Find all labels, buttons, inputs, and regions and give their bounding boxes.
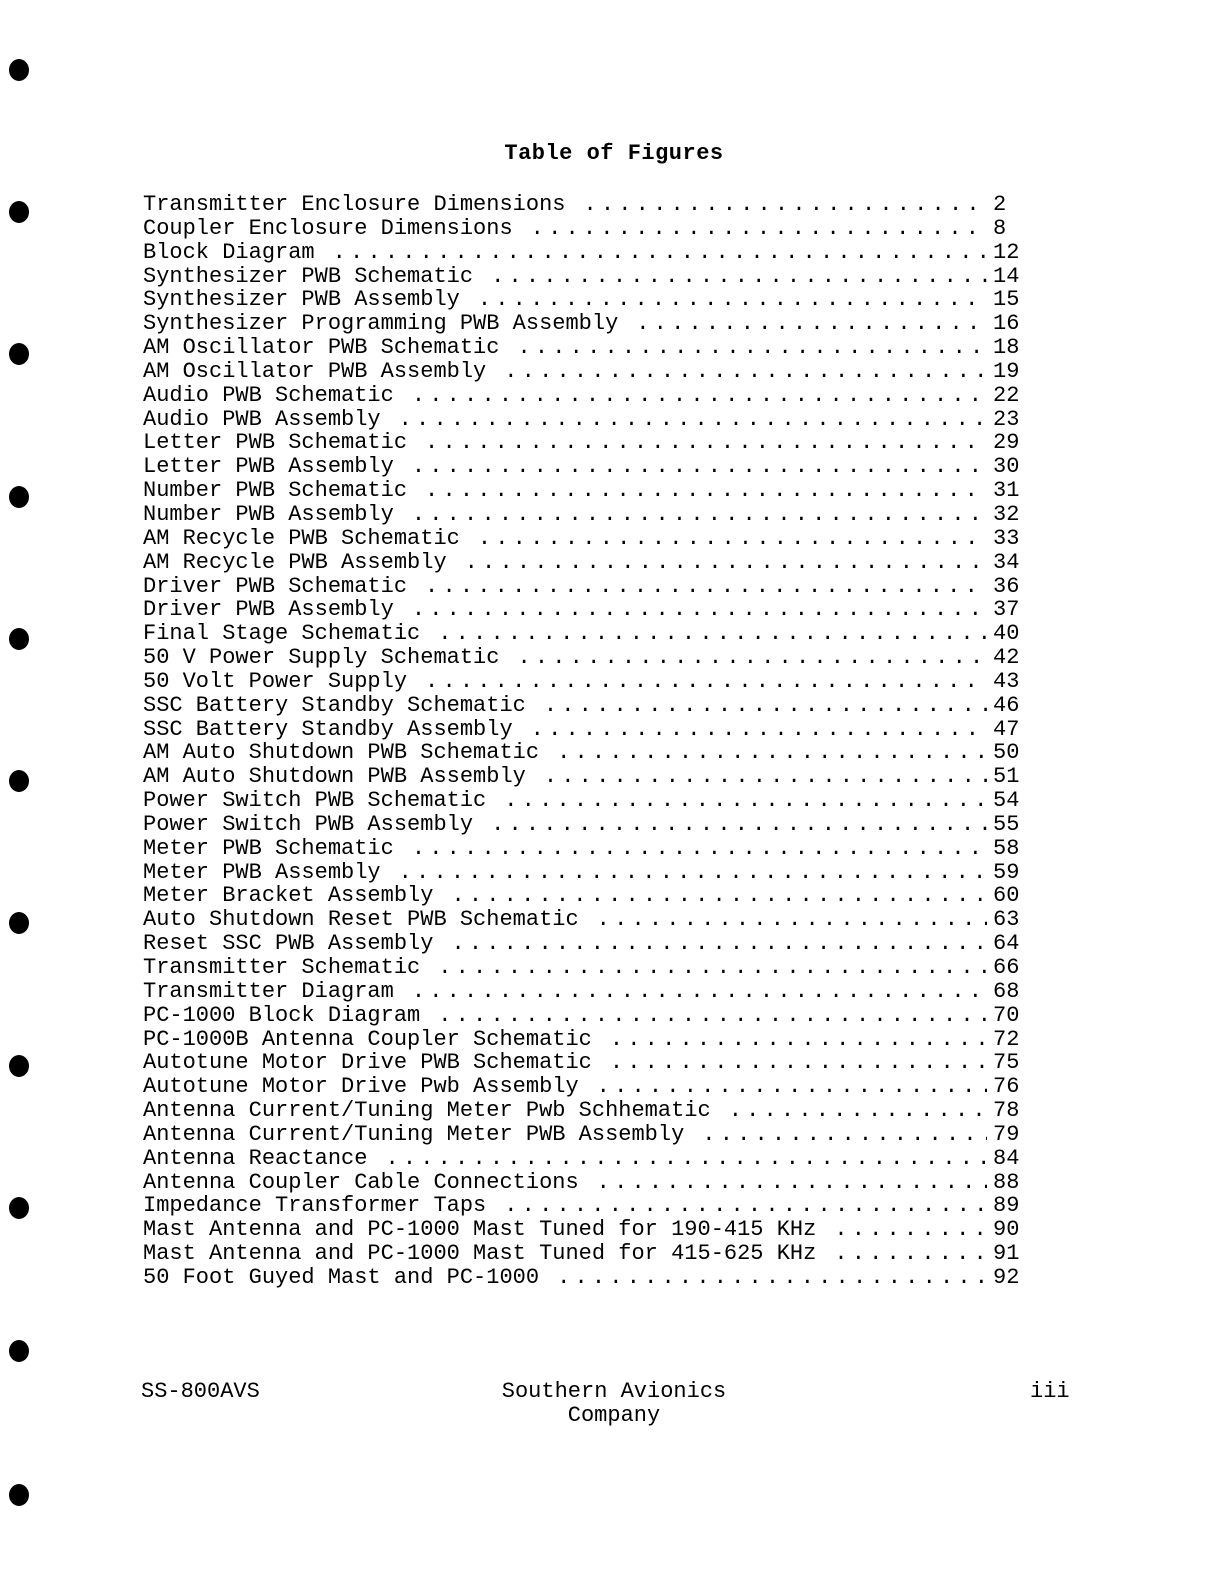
punch-hole	[9, 912, 29, 934]
dot-leader	[412, 598, 987, 622]
figure-label: Final Stage Schematic	[143, 621, 421, 647]
figure-label: Transmitter Enclosure Dimensions	[143, 192, 566, 217]
figure-label: Mast Antenna and PC-1000 Mast Tuned for 415-625 KHz	[143, 1241, 817, 1267]
figure-entry	[143, 312, 1023, 336]
figure-label: Transmitter Schematic	[143, 955, 421, 980]
figure-page-number: 23	[993, 406, 1020, 432]
figure-page-number: 59	[993, 859, 1020, 885]
figure-entry	[143, 217, 1023, 241]
punch-hole	[9, 628, 29, 650]
figure-page-number: 84	[993, 1145, 1020, 1171]
figure-page-number: 15	[993, 287, 1020, 313]
figure-label: Autotune Motor Drive Pwb Assembly	[143, 1074, 579, 1100]
figure-page-number: 64	[993, 931, 1020, 957]
dot-leader	[425, 431, 987, 455]
punch-hole	[9, 486, 29, 508]
figure-label: Synthesizer PWB Schematic	[143, 263, 474, 289]
figure-page-number: 19	[993, 358, 1020, 384]
figure-label: Block Diagram	[143, 239, 315, 265]
dot-leader	[438, 622, 987, 646]
figure-label: AM Recycle PWB Assembly	[143, 549, 447, 575]
figure-entry	[143, 1075, 1023, 1099]
dot-leader	[504, 1194, 987, 1218]
figure-label: AM Auto Shutdown PWB Schematic	[143, 740, 540, 766]
figure-page-number: 63	[993, 907, 1020, 933]
dot-leader	[425, 670, 987, 694]
dot-leader	[557, 741, 987, 765]
figure-page-number: 31	[993, 478, 1020, 504]
dot-leader	[729, 1099, 987, 1123]
figure-entry	[143, 956, 1023, 980]
figure-entry	[143, 622, 1023, 646]
dot-leader	[491, 265, 987, 289]
dot-leader	[834, 1242, 987, 1266]
figure-page-number: 90	[993, 1217, 1020, 1243]
figure-entry	[143, 551, 1023, 575]
figure-page-number: 29	[993, 430, 1020, 456]
figure-label: Transmitter Diagram	[143, 978, 394, 1004]
dot-leader	[451, 932, 987, 956]
figure-entry	[143, 1218, 1023, 1242]
figure-label: Reset SSC PWB Assembly	[143, 931, 434, 957]
figure-page-number: 79	[993, 1121, 1020, 1147]
figure-label: Antenna Reactance	[143, 1145, 368, 1171]
figure-entry	[143, 813, 1023, 837]
figure-page-number: 91	[993, 1241, 1020, 1267]
figure-label: SSC Battery Standby Assembly	[143, 716, 513, 742]
dot-leader	[702, 1123, 987, 1147]
dot-leader	[438, 1004, 987, 1028]
figure-page-number: 75	[993, 1050, 1020, 1076]
figure-page-number: 36	[993, 573, 1020, 599]
figure-label: Impedance Transformer Taps	[143, 1193, 487, 1219]
figure-page-number: 58	[993, 835, 1020, 861]
figure-entry	[143, 1242, 1023, 1266]
dot-leader	[597, 1075, 987, 1099]
figure-entry	[143, 265, 1023, 289]
figure-label: 50 V Power Supply Schematic	[143, 645, 500, 671]
figure-entry	[143, 193, 1023, 217]
figure-page-number: 12	[993, 239, 1020, 265]
figure-page-number: 16	[993, 311, 1020, 337]
figure-list	[143, 193, 1023, 1290]
figure-entry	[143, 336, 1023, 360]
figure-label: PC-1000B Antenna Coupler Schematic	[143, 1026, 592, 1052]
punch-hole	[9, 201, 29, 223]
figure-page-number: 76	[993, 1074, 1020, 1100]
figure-page-number: 89	[993, 1193, 1020, 1219]
figure-entry	[143, 575, 1023, 599]
figure-entry	[143, 1051, 1023, 1075]
dot-leader	[438, 956, 987, 980]
figure-entry	[143, 837, 1023, 861]
figure-entry	[143, 932, 1023, 956]
figure-page-number: 78	[993, 1098, 1020, 1124]
figure-entry	[143, 455, 1023, 479]
figure-label: 50 Volt Power Supply	[143, 668, 408, 694]
dot-leader	[504, 360, 987, 384]
figure-page-number: 47	[993, 716, 1020, 742]
dot-leader	[517, 646, 987, 670]
dot-leader	[610, 1028, 987, 1052]
dot-leader	[412, 837, 987, 861]
figure-page-number: 88	[993, 1169, 1020, 1195]
figure-page-number: 14	[993, 263, 1020, 289]
figure-label: Synthesizer PWB Assembly	[143, 287, 460, 313]
figure-page-number: 2	[993, 192, 1007, 217]
punch-hole	[9, 59, 29, 81]
figure-entry	[143, 741, 1023, 765]
figure-entry	[143, 408, 1023, 432]
figure-entry	[143, 1028, 1023, 1052]
figure-label: Power Switch PWB Schematic	[143, 788, 487, 814]
figure-entry	[143, 694, 1023, 718]
figure-entry	[143, 884, 1023, 908]
figure-entry	[143, 360, 1023, 384]
figure-label: 50 Foot Guyed Mast and PC-1000	[143, 1264, 540, 1290]
page-title: Table of Figures	[504, 141, 724, 166]
dot-leader	[597, 1171, 987, 1195]
punch-hole	[9, 343, 29, 365]
dot-leader	[412, 384, 987, 408]
dot-leader	[412, 455, 987, 479]
dot-leader	[491, 813, 987, 837]
figure-label: Auto Shutdown Reset PWB Schematic	[143, 907, 579, 933]
figure-entry	[143, 479, 1023, 503]
dot-leader	[517, 336, 987, 360]
figure-page-number: 8	[993, 215, 1007, 241]
figure-label: AM Auto Shutdown PWB Assembly	[143, 764, 526, 790]
figure-entry	[143, 646, 1023, 670]
figure-entry	[143, 1171, 1023, 1195]
figure-entry	[143, 1147, 1023, 1171]
figure-page-number: 30	[993, 454, 1020, 480]
footer-company: Southern Avionics Company	[501, 1379, 727, 1428]
figure-page-number: 42	[993, 645, 1020, 671]
figure-page-number: 37	[993, 597, 1020, 623]
figure-entry	[143, 503, 1023, 527]
dot-leader	[478, 288, 987, 312]
figure-page-number: 32	[993, 501, 1020, 527]
figure-label: Number PWB Assembly	[143, 501, 394, 527]
dot-leader	[412, 980, 987, 1004]
figure-entry	[143, 384, 1023, 408]
figure-page-number: 40	[993, 621, 1020, 647]
figure-page-number: 66	[993, 955, 1020, 980]
figure-label: Meter PWB Assembly	[143, 859, 381, 885]
figure-entry	[143, 431, 1023, 455]
figure-label: Power Switch PWB Assembly	[143, 811, 474, 837]
figure-entry	[143, 789, 1023, 813]
figure-entry	[143, 598, 1023, 622]
figure-page-number: 92	[993, 1264, 1020, 1290]
figure-entry	[143, 1004, 1023, 1028]
figure-page-number: 68	[993, 978, 1020, 1004]
dot-leader	[583, 193, 987, 217]
figure-entry	[143, 241, 1023, 265]
figure-entry	[143, 980, 1023, 1004]
figure-page-number: 51	[993, 764, 1020, 790]
figure-label: Driver PWB Schematic	[143, 573, 408, 599]
figure-page-number: 70	[993, 1002, 1020, 1028]
figure-label: Number PWB Schematic	[143, 478, 408, 504]
dot-leader	[425, 479, 987, 503]
figure-entry	[143, 718, 1023, 742]
figure-label: Coupler Enclosure Dimensions	[143, 215, 513, 241]
figure-label: Meter PWB Schematic	[143, 835, 394, 861]
figure-entry	[143, 1266, 1023, 1290]
punch-hole	[9, 1484, 29, 1506]
punch-hole	[9, 1197, 29, 1219]
figure-page-number: 50	[993, 740, 1020, 766]
figure-page-number: 72	[993, 1026, 1020, 1052]
figure-entry	[143, 765, 1023, 789]
figure-label: Letter PWB Schematic	[143, 430, 408, 456]
dot-leader	[557, 1266, 987, 1290]
footer-page-number: iii	[1030, 1379, 1070, 1404]
figure-label: AM Recycle PWB Schematic	[143, 525, 460, 551]
figure-label: SSC Battery Standby Schematic	[143, 692, 526, 718]
punch-hole	[9, 1340, 29, 1362]
figure-entry	[143, 670, 1023, 694]
figure-entry	[143, 1194, 1023, 1218]
dot-leader	[385, 1147, 987, 1171]
dot-leader	[636, 312, 987, 336]
dot-leader	[451, 884, 987, 908]
dot-leader	[333, 241, 987, 265]
figure-label: Antenna Coupler Cable Connections	[143, 1169, 579, 1195]
dot-leader	[597, 908, 987, 932]
figure-entry	[143, 908, 1023, 932]
dot-leader	[399, 861, 987, 885]
dot-leader	[544, 765, 987, 789]
dot-leader	[399, 408, 987, 432]
figure-page-number: 43	[993, 668, 1020, 694]
figure-label: Antenna Current/Tuning Meter PWB Assembly	[143, 1121, 685, 1147]
figure-entry	[143, 1123, 1023, 1147]
dot-leader	[531, 718, 987, 742]
figure-label: Letter PWB Assembly	[143, 454, 394, 480]
dot-leader	[504, 789, 987, 813]
dot-leader	[425, 575, 987, 599]
dot-leader	[531, 217, 987, 241]
figure-label: AM Oscillator PWB Assembly	[143, 358, 487, 384]
figure-label: PC-1000 Block Diagram	[143, 1002, 421, 1028]
figure-page-number: 60	[993, 883, 1020, 909]
figure-label: Audio PWB Schematic	[143, 382, 394, 408]
figure-entry	[143, 1099, 1023, 1123]
punch-hole	[9, 770, 29, 792]
figure-page-number: 55	[993, 811, 1020, 837]
dot-leader	[412, 503, 987, 527]
figure-page-number: 54	[993, 788, 1020, 814]
figure-label: Mast Antenna and PC-1000 Mast Tuned for 190-415 KHz	[143, 1217, 817, 1243]
figure-label: Antenna Current/Tuning Meter Pwb Schhematic	[143, 1098, 711, 1124]
figure-label: Autotune Motor Drive PWB Schematic	[143, 1050, 592, 1076]
figure-label: Driver PWB Assembly	[143, 597, 394, 623]
footer-model: SS-800AVS	[141, 1379, 260, 1404]
dot-leader	[465, 551, 987, 575]
figure-page-number: 33	[993, 525, 1020, 551]
dot-leader	[544, 694, 987, 718]
dot-leader	[610, 1051, 987, 1075]
figure-entry	[143, 288, 1023, 312]
figure-entry	[143, 861, 1023, 885]
dot-leader	[834, 1218, 987, 1242]
figure-page-number: 46	[993, 692, 1020, 718]
figure-label: Audio PWB Assembly	[143, 406, 381, 432]
figure-page-number: 22	[993, 382, 1020, 408]
figure-page-number: 34	[993, 549, 1020, 575]
dot-leader	[478, 527, 987, 551]
figure-label: Meter Bracket Assembly	[143, 883, 434, 909]
figure-page-number: 18	[993, 335, 1020, 361]
punch-hole	[9, 1055, 29, 1077]
figure-label: Synthesizer Programming PWB Assembly	[143, 311, 619, 337]
figure-label: AM Oscillator PWB Schematic	[143, 335, 500, 361]
figure-entry	[143, 527, 1023, 551]
